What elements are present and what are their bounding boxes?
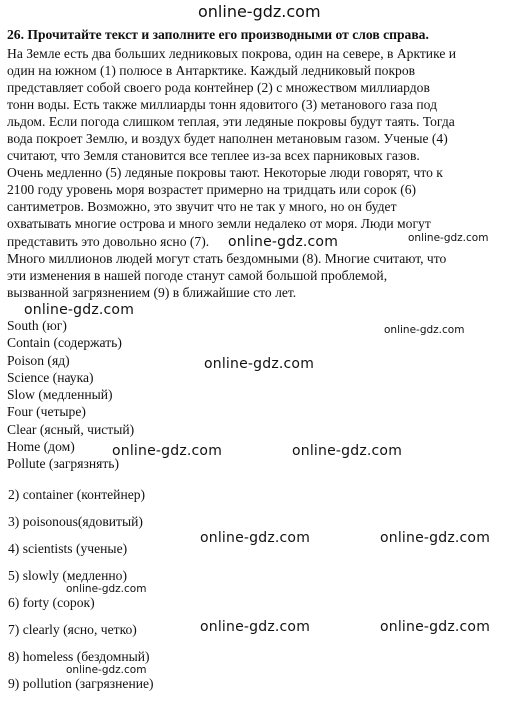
- watermark-text: online-gdz.com: [380, 619, 491, 635]
- word-list-item: Contain (содержать): [7, 335, 122, 351]
- exercise-title: 26. Прочитайте текст и заполните его производными от слов справа.: [7, 27, 429, 42]
- paragraph-line: сантиметров. Возможно, это звучит что не так у много, но он будет: [7, 199, 397, 214]
- paragraph-line: вода покроет Землю, и воздух будет наполнен метановым газом. Ученые (4): [7, 131, 448, 146]
- watermark-text: online-gdz.com: [204, 356, 315, 372]
- paragraph-line: считают, что Земля становится все теплее из-за всех парниковых газов.: [7, 148, 420, 163]
- paragraph-line: вызванной загрязнением (9) в ближайшие сто лет.: [7, 285, 297, 300]
- watermark-text: online-gdz.com: [200, 619, 311, 635]
- paragraph-line: тонн воды. Есть также миллиарды тонн ядовитого (3) метанового газа под: [7, 97, 437, 112]
- paragraph-line: представить это довольно ясно (7).: [7, 234, 210, 249]
- paragraph-line: Много миллионов людей могут стать бездомными (8). Многие считают, что: [7, 251, 447, 266]
- paragraph-line: льдом. Если погода слишком теплая, эти ледяные покровы будут таять. Тогда: [7, 114, 455, 129]
- paragraph-line: один на южном (1) полюсе в Антарктике. Каждый ледниковый покров: [7, 63, 416, 78]
- paragraph-line: Очень медленно (5) ледяные покровы тают. Некоторые люди говорят, что к: [7, 165, 443, 180]
- word-list-item: Pollute (загрязнять): [7, 456, 120, 472]
- watermark-text: online-gdz.com: [66, 583, 147, 595]
- watermark-text: online-gdz.com: [228, 234, 339, 250]
- watermark-text: online-gdz.com: [198, 2, 321, 21]
- word-list: [7, 317, 134, 473]
- watermark-text: online-gdz.com: [66, 664, 147, 676]
- watermark-text: online-gdz.com: [200, 530, 311, 546]
- answer-item: 7) clearly (ясно, четко): [8, 622, 137, 637]
- word-list-item: Four (четыре): [7, 404, 86, 420]
- watermark-text: online-gdz.com: [384, 324, 465, 336]
- word-list-item: Clear (ясный, чистый): [7, 421, 135, 437]
- watermark-text: online-gdz.com: [380, 530, 491, 546]
- answer-item: 4) scientists (ученые): [8, 541, 128, 556]
- word-list-item: Poison (яд): [7, 352, 70, 368]
- paragraph-line: На Земле есть два больших ледниковых покрова, один на севере, в Арктике и: [7, 46, 457, 61]
- paragraph-line: 2100 году уровень моря возрастет примерно на тридцать или сорок (6): [7, 182, 417, 197]
- answer-item: 8) homeless (бездомный): [8, 649, 150, 664]
- word-list-item: Home (дом): [7, 439, 75, 455]
- answer-item: 9) pollution (загрязнение): [8, 676, 154, 691]
- word-list-item: Slow (медленный): [7, 387, 113, 403]
- word-list-item: Science (наука): [7, 369, 94, 385]
- watermark-text: online-gdz.com: [24, 302, 135, 318]
- watermark-text: online-gdz.com: [408, 232, 489, 244]
- answer-item: 3) poisonous(ядовитый): [8, 514, 143, 529]
- watermark-text: online-gdz.com: [292, 443, 403, 459]
- answer-item: 5) slowly (медленно): [8, 568, 127, 583]
- watermark-text: online-gdz.com: [112, 443, 223, 459]
- answer-item: 2) container (контейнер): [8, 487, 146, 502]
- paragraph-line: эти изменения в нашей погоде станут самой большой проблемой,: [7, 268, 388, 283]
- paragraph-line: представляет собой своего рода контейнер (2) с множеством миллиардов: [7, 80, 430, 95]
- word-list-item: South (юг): [7, 318, 67, 333]
- answer-item: 6) forty (сорок): [8, 595, 95, 610]
- paragraph-line: охватывать многие острова и много земли недалеко от моря. Люди могут: [7, 216, 431, 231]
